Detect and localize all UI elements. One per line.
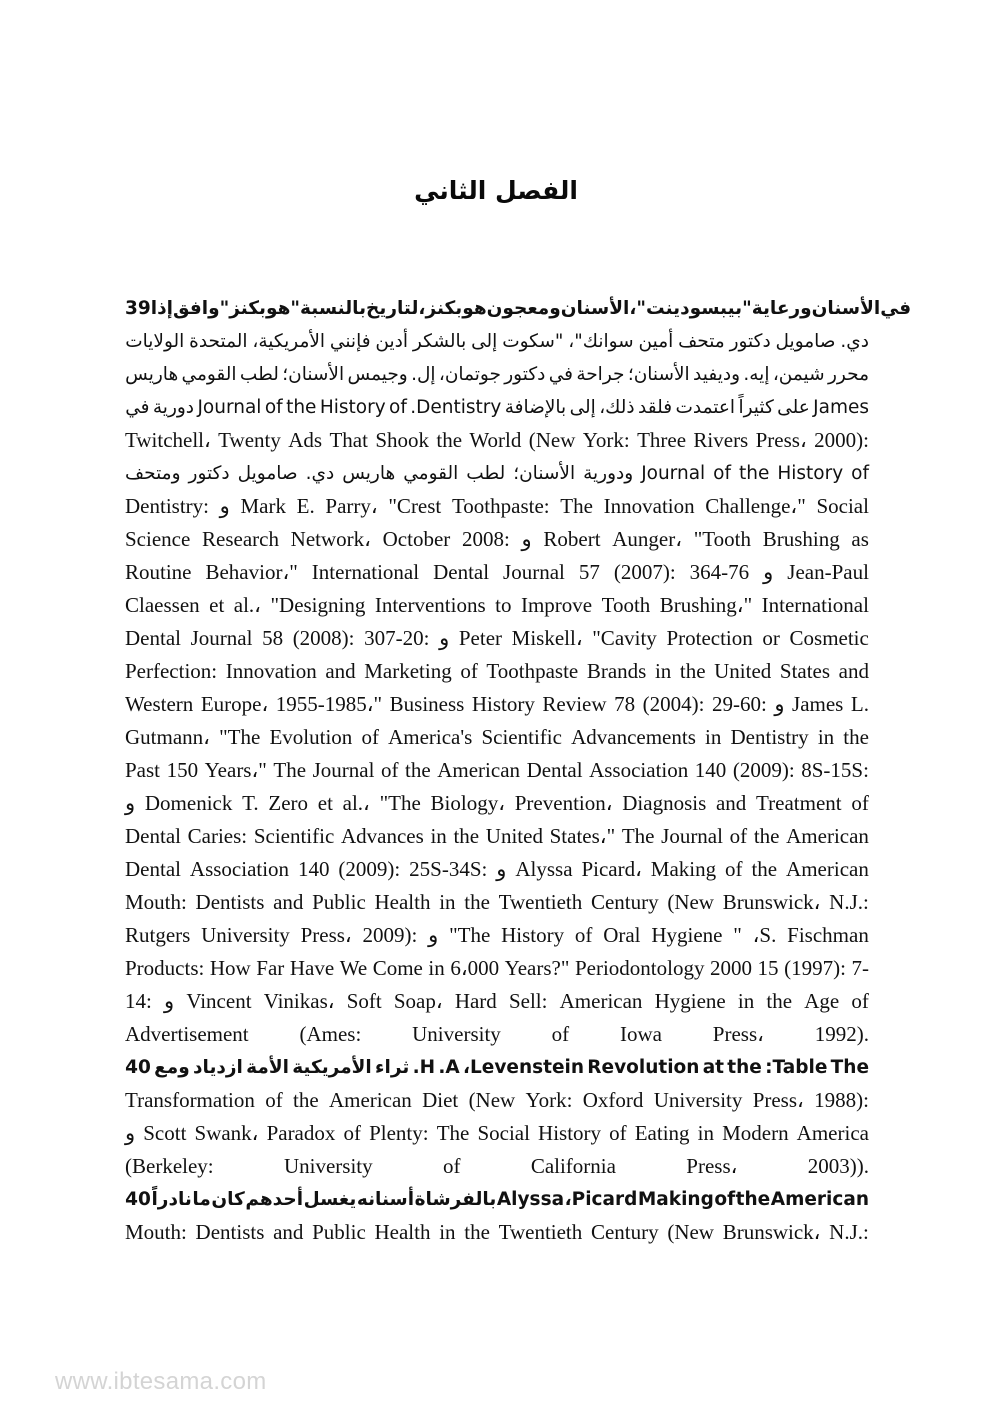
text-line: Twitchell، Twenty Ads That Shook the World (New York: Three Rivers Press، 2000): — [125, 428, 869, 452]
text-line: Mouth: Dentists and Public Health in the Twentieth Century (New Brunswick، N.J.: — [125, 1220, 869, 1244]
text-line: Past 150 Years،" The Journal of the American Dental Association 140 (2009): 8S-15S: — [125, 758, 869, 782]
text-line: Claessen et al.، "Designing Interventions to Improve Tooth Brushing،" International — [125, 593, 869, 617]
text-line: Products: How Far Have We Come in 6،000 Years?" Periodontology 2000 15 (1997): 7- — [125, 956, 869, 980]
text-line: Transformation of the American Diet (New York: Oxford University Press، 1988): — [125, 1088, 869, 1112]
text-line: 40 نادراً ما كان أحدهم يغسل أسنانه بالفرشاة Alyssa Picard، Making of the American — [125, 1189, 869, 1210]
text-line: Dentistry: و Mark E. Parry، "Crest Toothpaste: The Innovation Challenge،" Social — [125, 494, 869, 518]
text-line: 39 إذا وافق "هوبكنز" بالنسبة لتاريخ هوبكنز، ومعجون الأسنان "بيبسودينت"، ورعاية الأسنان في — [125, 298, 912, 319]
text-line: Mouth: Dentists and Public Health in the Twentieth Century (New Brunswick، N.J.: — [125, 890, 869, 914]
text-line: 40 ومع ازدياد الأمة الأمريكية ثراء H. A. Levenstein، Revolution at the Table: The — [125, 1057, 869, 1078]
text-line: هاريس القومي لطب الأسنان؛ وجيمس إل. جوتمان، دكتور في جراحة الأسنان؛ وديفيد إيه. شيمن، محرر — [125, 364, 869, 385]
text-line: ومتحف دكتور صامويل دي. هاريس القومي لطب الأسنان؛ ودورية Journal of the History of — [125, 463, 869, 484]
text-line: Dental Journal 58 (2008): 307-20: و Peter Miskell، "Cavity Protection or Cosmetic — [125, 626, 869, 650]
text-line: Rutgers University Press، 2009): و "The History of Oral Hygiene " ،S. Fischman — [125, 923, 869, 947]
text-line: و Scott Swank، Paradox of Plenty: The Social History of Eating in Modern America — [125, 1121, 869, 1145]
text-line: Perfection: Innovation and Marketing of Toothpaste Brands in the United States and — [125, 659, 869, 683]
text-line: (Berkeley: University of California Press، 2003)). — [125, 1154, 869, 1178]
text-line: Western Europe، 1955-1985،" Business History Review 78 (2004): 29-60: و James L. — [125, 692, 869, 716]
text-line: Dental Caries: Scientific Advances in the United States،" The Journal of the American — [125, 824, 869, 848]
text-line: Dental Association 140 (2009): 25S-34S: و Alyssa Picard، Making of the American — [125, 857, 869, 881]
text-line: في دورية Journal of the History of Dentistry. بالإضافة إلى ذلك، فلقد اعتمدت كثيراً على James — [125, 397, 869, 418]
text-line: Gutmann، "The Evolution of America's Scientific Advancements in Dentistry in the — [125, 725, 869, 749]
text-line: الولايات المتحدة الأمريكية، فإنني أدين بالشكر إلى "سكوت سوانك"، أمين متحف دكتور صامويل دي. — [125, 331, 869, 352]
text-line: Science Research Network، October 2008: و Robert Aunger، "Tooth Brushing as — [125, 527, 869, 551]
site-watermark: www.ibtesama.com — [55, 1368, 267, 1395]
text-line: Routine Behavior،" International Dental Journal 57 (2007): 364-76 و Jean-Paul — [125, 560, 869, 584]
text-line: 14: و Vincent Vinikas، Soft Soap، Hard Sell: American Hygiene in the Age of — [125, 989, 869, 1013]
page-title: الفصل الثاني — [414, 176, 578, 205]
text-line: Advertisement (Ames: University of Iowa Press، 1992). — [125, 1022, 869, 1046]
text-line: و Domenick T. Zero et al.، "The Biology، Prevention، Diagnosis and Treatment of — [125, 791, 869, 815]
note-body-text — [125, 292, 912, 1249]
